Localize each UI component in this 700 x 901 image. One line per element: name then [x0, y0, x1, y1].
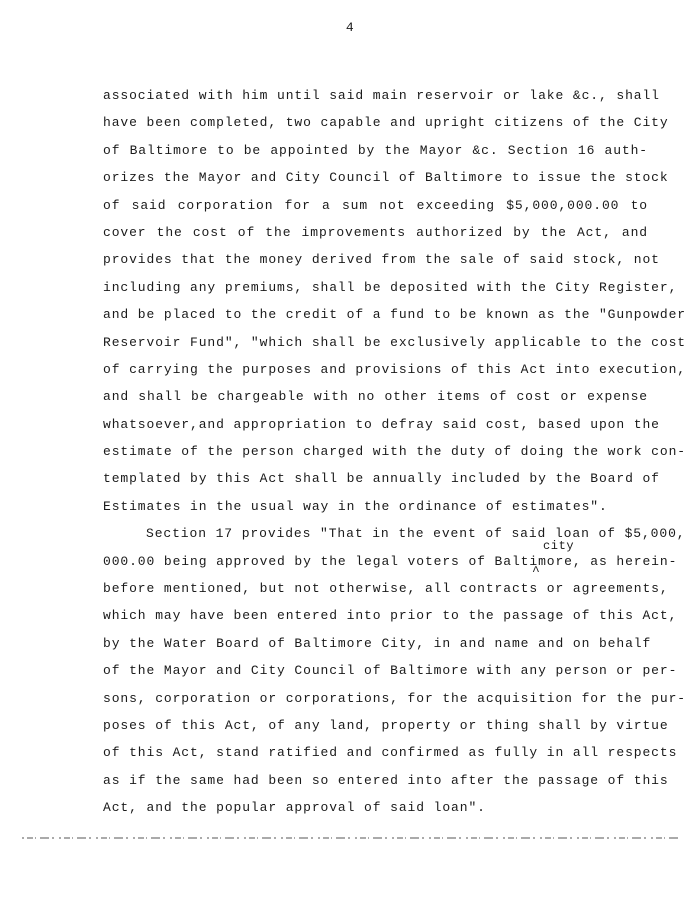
text-line: of this Act, stand ratified and confirmed as fully in all respects — [103, 745, 678, 761]
text-line: as if the same had been so entered into after the passage of this — [103, 772, 669, 788]
text-line: of Baltimore to be appointed by the Mayor &c. Section 16 auth- — [103, 142, 648, 158]
footer-scan-rule — [22, 836, 678, 840]
text-line: estimate of the person charged with the duty of doing the work con- — [103, 444, 686, 460]
text-line: of carrying the purposes and provisions of this Act into execution, — [103, 361, 686, 377]
text-line: of the Mayor and City Council of Baltimore with any person or per- — [103, 663, 678, 679]
text-line: whatsoever,and appropriation to defray said cost, based upon the — [103, 416, 660, 432]
handwritten-insertion: city — [543, 539, 575, 554]
insertion-caret: ^ — [532, 564, 541, 580]
body-text — [103, 86, 686, 826]
text-line: sons, corporation or corporations, for the acquisition for the pur- — [103, 690, 686, 706]
text-line: cover the cost of the improvements authorized by the Act, and — [103, 224, 648, 240]
text-line-content: Section 17 provides "That in the event of said loan of $5,000, — [146, 526, 686, 542]
text-line: and be placed to the credit of a fund to be known as the "Gunpowder — [103, 307, 686, 323]
text-line: including any premiums, shall be deposited with the City Register, — [103, 279, 678, 295]
text-line: have been completed, two capable and upright citizens of the City — [103, 115, 669, 131]
text-line: orizes the Mayor and City Council of Baltimore to issue the stock — [103, 170, 669, 186]
text-line: by the Water Board of Baltimore City, in and name and on behalf — [103, 635, 652, 651]
text-line: Act, and the popular approval of said loan". — [103, 800, 486, 816]
paragraph-1 — [103, 86, 686, 524]
text-line: of said corporation for a sum not exceeding $5,000,000.00 to — [103, 197, 648, 213]
text-line: associated with him until said main reservoir or lake &c., shall — [103, 88, 660, 103]
text-line: before mentioned, but not otherwise, all contracts or agreements, — [103, 581, 669, 597]
text-line: and shall be chargeable with no other items of cost or expense — [103, 389, 648, 405]
page-number: 4 — [345, 20, 355, 35]
text-line: which may have been entered into prior to the passage of this Act, — [103, 608, 678, 624]
text-line: Reservoir Fund", "which shall be exclusively applicable to the cost — [103, 334, 686, 350]
text-line: templated by this Act shall be annually included by the Board of — [103, 471, 660, 487]
text-line: poses of this Act, of any land, property or thing shall by virtue — [103, 717, 669, 733]
paragraph-2 — [103, 524, 686, 825]
text-line: Estimates in the usual way in the ordinance of estimates". — [103, 498, 608, 514]
text-line: 000.00 being approved by the legal voters of Baltimore, as herein- — [103, 553, 678, 569]
text-line: provides that the money derived from the sale of said stock, not — [103, 252, 660, 268]
